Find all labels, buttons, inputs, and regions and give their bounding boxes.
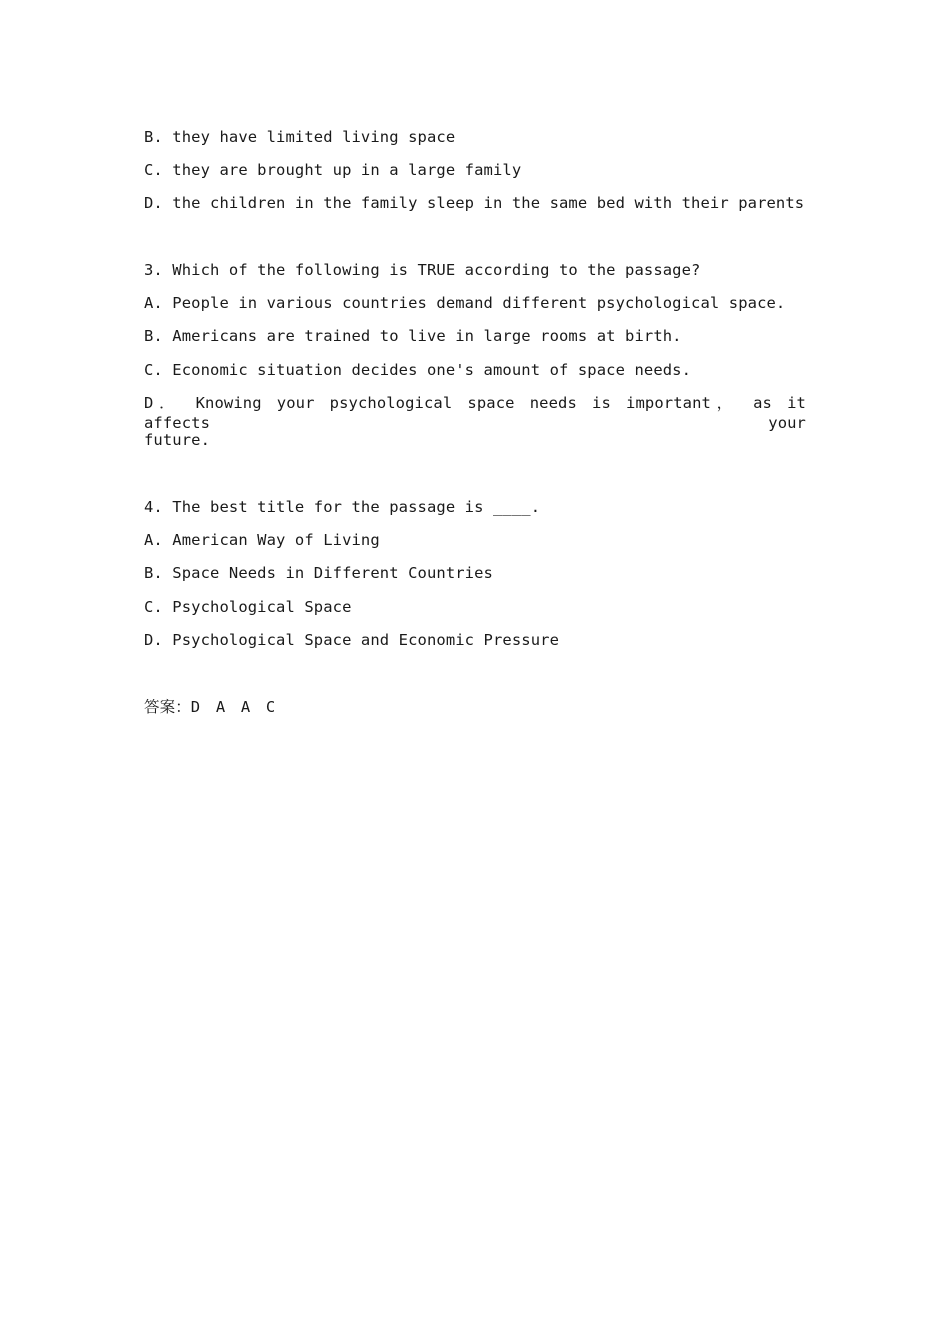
q4-option-d: D. Psychological Space and Economic Pressure (144, 631, 559, 649)
q3-option-b: B. Americans are trained to live in large rooms at birth. (144, 327, 682, 345)
q3-question: 3. Which of the following is TRUE according to the passage? (144, 261, 701, 279)
q3-option-d-line2: future. (144, 431, 211, 449)
q4-option-b: B. Space Needs in Different Countries (144, 564, 493, 582)
answer-key: 答案：D A A C (144, 698, 276, 716)
q2-option-d: D. the children in the family sleep in the same bed with their parents (144, 194, 805, 212)
q4-option-c: C. Psychological Space (144, 598, 352, 616)
q2-option-b: B. they have limited living space (144, 128, 456, 146)
q3-option-d-line1: D． Knowing your psychological space needs is important， as it affects your (144, 394, 806, 432)
q3-option-a: A. People in various countries demand different psychological space. (144, 294, 786, 312)
q4-question: 4. The best title for the passage is ____. (144, 498, 541, 516)
q3-option-c: C. Economic situation decides one's amount of space needs. (144, 361, 692, 379)
q2-option-c: C. they are brought up in a large family (144, 161, 522, 179)
q4-option-a: A. American Way of Living (144, 531, 380, 549)
